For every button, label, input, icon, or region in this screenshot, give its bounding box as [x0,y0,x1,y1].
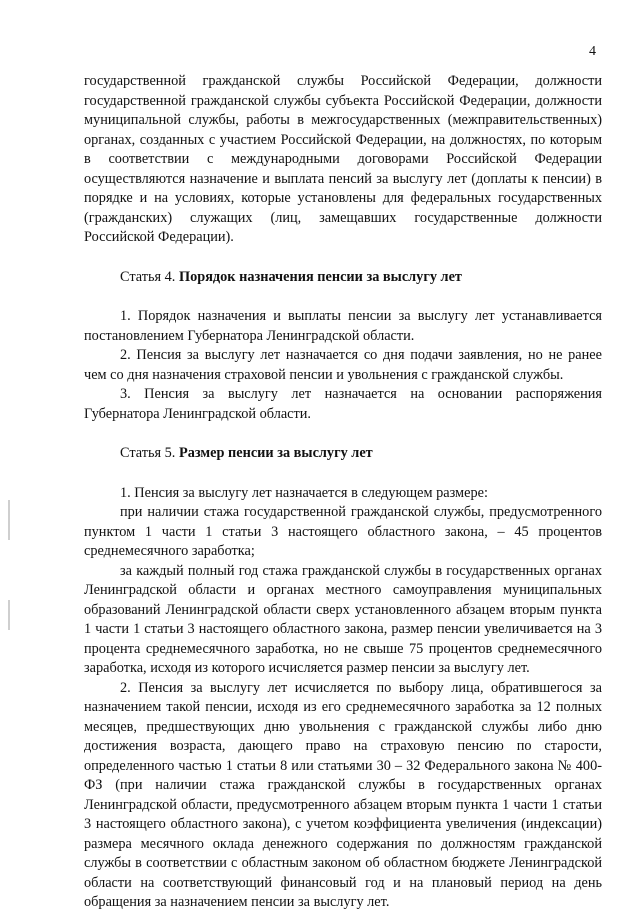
article-4-paragraph-2: 2. Пенсия за выслугу лет назначается со дня подачи заявления, но не ранее чем со дня назначения страховой пенсии и увольнения с гражданской службы. [84,347,602,383]
article-5-prefix: Статья 5. [120,445,179,461]
article-4-paragraph-1: 1. Порядок назначения и выплаты пенсии за выслугу лет устанавливается постановлением Губернатора Ленинградской области. [84,308,602,344]
article-5-paragraph-1: 1. Пенсия за выслугу лет назначается в следующем размере: [120,484,488,501]
article-5-paragraph-2: 2. Пенсия за выслугу лет исчисляется по выбору лица, обратившегося за назначением такой пенсии, исходя из его среднемесячного заработка за 12 полных месяцев, предшествующих дню увольнения с гражданской службы либо дню достижения возраста, дающего право на страховую пенсию по старости, определенного частью 1 статьи 8 или статьями 30 – 32 Федерального закона № 400-ФЗ (при наличии стажа гражданской службы в государственных органах Ленинградской области, предусмотренного абзацем вторым пункта 1 части 1 статьи 3 настоящего областного закона), с учетом коэффициента увеличения (индексации) размера месячного оклада денежного содержания по должностям гражданской службы в соответствии с областным законом об областном бюджете Ленинградской области на соответствующий финансовый год и на плановый период на день обращения за назначением пенсии за выслугу лет. [84,679,602,910]
article-5-paragraph-1a: при наличии стажа государственной гражданской службы, предусмотренного пунктом 1 части 1 статьи 3 настоящего областного закона, – 45 процентов среднемесячного заработка; [84,504,602,559]
article-5-heading [84,444,602,464]
article-5-title: Размер пенсии за выслугу лет [178,445,373,461]
article-5-paragraph-1b: за каждый полный год стажа гражданской службы в государственных органах Ленинградской области и органах местного самоуправления муниципальных образований Ленинградской области сверх установленного абзацем вторым пункта 1 части 1 статьи 3 настоящего областного закона, размер пенсии увеличивается на 3 процента среднемесячного заработка, но не свыше 75 процентов среднемесячного заработка, исходя из которого исчисляется размер пенсии за выслугу лет. [84,562,602,676]
article-4-prefix: Статья 4. [120,268,179,285]
document-body [84,72,602,913]
article-4-heading [84,268,602,288]
article-4-title: Порядок назначения пенсии за выслугу лет [178,268,462,285]
article-4-paragraph-3: 3. Пенсия за выслугу лет назначается на основании распоряжения Губернатора Ленинградской области. [84,386,602,422]
intro-paragraph: государственной гражданской службы Российской Федерации, должности государственной гражданской службы субъекта Российской Федерации, должности муниципальной службы, работы в межгосударственных (межправительственных) органах, созданных с участием Российской Федерации, на должностях, по которым в соответствии с международными договорами Российской Федерации осуществляются назначение и выплата пенсий за выслугу лет (доплаты к пенсии) в порядке и на условиях, которые установлены для федеральных государственных (гражданских) служащих (лиц, замещавших государственные должности Российской Федерации). [84,73,602,245]
scan-mark-2 [8,600,10,630]
page-number: 4 [589,44,596,59]
scan-mark-1 [8,500,10,540]
